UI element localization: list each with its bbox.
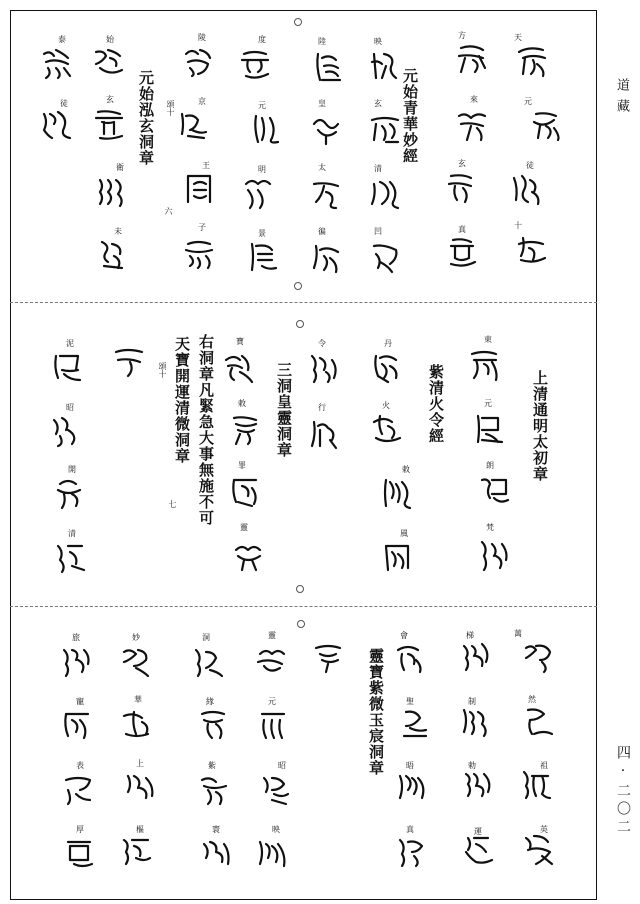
gloss: 洞 <box>202 633 210 642</box>
talisman-glyph <box>92 108 126 142</box>
gloss: 昭 <box>66 403 74 412</box>
gloss: 厚 <box>76 825 84 834</box>
talisman-glyph <box>445 170 479 204</box>
gloss: 英 <box>540 825 548 834</box>
talisman-glyph <box>260 772 294 806</box>
chant-marker: 頌十 <box>166 100 175 116</box>
talisman-glyph <box>455 42 489 76</box>
chant-marker: 六 <box>164 207 173 215</box>
scripture-title: 紫清火令經 <box>427 364 445 444</box>
talisman-glyph <box>370 412 404 446</box>
talisman-glyph <box>54 476 88 510</box>
talisman-glyph <box>308 352 342 386</box>
gloss: 敕 <box>238 399 246 408</box>
gloss: 度 <box>258 35 266 44</box>
talisman-glyph <box>176 108 210 142</box>
gloss: 太 <box>318 163 326 172</box>
talisman-glyph <box>228 412 262 446</box>
talisman-glyph <box>112 344 146 378</box>
gloss: 風 <box>400 529 408 538</box>
gloss: 未 <box>114 227 122 236</box>
talisman-glyph <box>250 112 284 146</box>
gloss: 晤 <box>406 761 414 770</box>
talisman-glyph <box>455 108 489 142</box>
talisman-glyph <box>60 708 94 742</box>
scripture-title: 上清通明太初章 <box>531 370 549 482</box>
gloss: 妙 <box>132 633 140 642</box>
gloss: 丹 <box>384 339 392 348</box>
scripture-title: 三洞皇靈洞章 <box>275 362 293 458</box>
talisman-glyph <box>460 640 494 674</box>
gloss: 昭 <box>278 761 286 770</box>
gloss: 映 <box>272 825 280 834</box>
gloss: 梯 <box>466 631 474 640</box>
gloss: 天 <box>514 33 522 42</box>
gloss: 寶 <box>236 337 244 346</box>
gloss: 皇 <box>318 99 326 108</box>
talisman-glyph <box>238 48 272 82</box>
binding-hole-icon <box>294 282 302 290</box>
page-number: 四·二〇二 <box>615 745 631 837</box>
gloss: 勅 <box>468 761 476 770</box>
scripture-title: 右洞章凡緊急大事無施不可 <box>197 334 215 526</box>
gloss: 寵 <box>76 697 84 706</box>
binding-hole-icon <box>296 320 304 328</box>
talisman-glyph <box>60 644 94 678</box>
gloss: 景 <box>258 229 266 238</box>
gloss: 紫 <box>208 761 216 770</box>
gloss: 運 <box>474 827 482 836</box>
gloss: 表 <box>76 761 84 770</box>
talisman-glyph <box>310 112 344 146</box>
talisman-glyph <box>196 708 230 742</box>
talisman-glyph <box>92 46 126 80</box>
gloss: 靈 <box>268 631 276 640</box>
gloss: 聖 <box>406 697 414 706</box>
gloss: 行 <box>318 403 326 412</box>
talisman-glyph <box>368 176 402 210</box>
gloss: 映 <box>374 37 382 46</box>
binding-hole-icon <box>297 620 305 628</box>
gloss: 旅 <box>72 633 80 642</box>
running-head: 道藏 <box>614 78 629 120</box>
talisman-glyph <box>40 46 74 80</box>
gloss: 會 <box>400 631 408 640</box>
gloss: 萬 <box>514 629 522 638</box>
gloss: 緣 <box>206 697 214 706</box>
talisman-glyph <box>368 240 402 274</box>
talisman-glyph <box>398 706 432 740</box>
gloss: 陵 <box>198 33 206 42</box>
talisman-glyph <box>40 108 74 142</box>
talisman-glyph <box>198 772 232 806</box>
gloss: 子 <box>198 223 206 232</box>
talisman-glyph <box>254 644 288 678</box>
gloss: 敕 <box>402 465 410 474</box>
gloss: 元 <box>268 697 276 706</box>
talisman-glyph <box>182 172 216 206</box>
gloss: 泥 <box>66 339 74 348</box>
talisman-glyph <box>54 540 88 574</box>
gloss: 凹 <box>374 227 382 236</box>
gloss: 梵 <box>486 523 494 532</box>
gloss: 元 <box>258 101 266 110</box>
gloss: 方 <box>458 31 466 40</box>
talisman-glyph <box>368 48 402 82</box>
talisman-glyph <box>368 112 402 146</box>
band-divider-bottom <box>10 606 597 607</box>
talisman-glyph <box>380 476 414 510</box>
talisman-glyph <box>472 412 506 446</box>
gloss: 陸 <box>318 37 326 46</box>
talisman-glyph <box>530 108 564 142</box>
talisman-glyph <box>460 704 494 738</box>
gloss: 泰 <box>58 35 66 44</box>
talisman-glyph <box>310 240 344 274</box>
talisman-glyph <box>312 640 346 674</box>
gloss: 元 <box>524 97 532 106</box>
gloss: 始 <box>106 35 114 44</box>
gloss: 東 <box>484 335 492 344</box>
gloss: 清 <box>374 164 382 173</box>
talisman-glyph <box>182 236 216 270</box>
gloss: 然 <box>528 695 536 704</box>
gloss: 真 <box>406 825 414 834</box>
talisman-glyph <box>256 836 290 870</box>
talisman-glyph <box>120 644 154 678</box>
talisman-glyph <box>232 538 266 572</box>
gloss: 衛 <box>116 163 124 172</box>
gloss: 玄 <box>106 95 114 104</box>
gloss: 徒 <box>526 161 534 170</box>
talisman-glyph <box>120 706 154 740</box>
gloss: 元 <box>484 399 492 408</box>
gloss: 制 <box>468 697 476 706</box>
talisman-glyph <box>256 708 290 742</box>
talisman-glyph <box>394 640 428 674</box>
page-frame <box>10 10 597 900</box>
talisman-glyph <box>62 836 96 870</box>
talisman-glyph <box>468 348 502 382</box>
talisman-glyph <box>310 176 344 210</box>
gloss: 華 <box>134 695 142 704</box>
talisman-glyph <box>510 172 544 206</box>
talisman-glyph <box>200 836 234 870</box>
talisman-glyph <box>370 350 404 384</box>
talisman-glyph <box>520 768 554 802</box>
gloss: 祖 <box>540 761 548 770</box>
gloss: 真 <box>458 225 466 234</box>
talisman-glyph <box>522 704 556 738</box>
gloss: 上 <box>136 759 144 768</box>
binding-hole-icon <box>296 585 304 593</box>
gloss: 罪 <box>238 461 246 470</box>
talisman-glyph <box>62 772 96 806</box>
talisman-glyph <box>310 50 344 84</box>
gloss: 來 <box>470 95 478 104</box>
talisman-glyph <box>522 640 556 674</box>
binding-hole-icon <box>294 18 302 26</box>
talisman-glyph <box>192 644 226 678</box>
talisman-glyph <box>240 176 274 210</box>
gloss: 令 <box>318 339 326 348</box>
gloss: 開 <box>68 465 76 474</box>
gloss: 京 <box>198 97 206 106</box>
gloss: 徒 <box>60 99 68 108</box>
scripture-title: 元始青華妙經 <box>401 68 419 164</box>
talisman-glyph <box>445 236 479 270</box>
gloss: 玄 <box>374 99 382 108</box>
band-divider-top <box>10 302 597 303</box>
scripture-title: 天寶開運清微洞章 <box>173 336 191 464</box>
talisman-glyph <box>228 474 262 508</box>
talisman-glyph <box>380 540 414 574</box>
gloss: 清 <box>68 529 76 538</box>
talisman-glyph <box>522 832 556 866</box>
talisman-glyph <box>50 414 84 448</box>
scripture-title: 靈寶紫微玉宸洞章 <box>367 648 385 776</box>
gloss: 明 <box>258 165 266 174</box>
gloss: 十 <box>514 221 522 230</box>
gloss: 朗 <box>486 461 494 470</box>
talisman-glyph <box>462 768 496 802</box>
talisman-glyph <box>124 770 158 804</box>
chant-marker: 七 <box>168 500 177 508</box>
gloss: 靈 <box>240 523 248 532</box>
talisman-glyph <box>120 834 154 868</box>
talisman-glyph <box>222 350 256 384</box>
talisman-glyph <box>96 174 130 208</box>
talisman-glyph <box>396 834 430 868</box>
talisman-glyph <box>246 240 280 274</box>
gloss: 王 <box>202 161 210 170</box>
talisman-glyph <box>462 832 496 866</box>
gloss: 寰 <box>212 825 220 834</box>
talisman-glyph <box>515 234 549 268</box>
gloss: 樞 <box>136 825 144 834</box>
talisman-glyph <box>308 416 342 450</box>
chant-marker: 頌十 <box>158 362 167 378</box>
talisman-glyph <box>478 474 512 508</box>
talisman-glyph <box>182 44 216 78</box>
gloss: 火 <box>382 401 390 410</box>
gloss: 徧 <box>318 227 326 236</box>
talisman-glyph <box>396 770 430 804</box>
scripture-title: 元始泓玄洞章 <box>137 70 155 166</box>
talisman-glyph <box>96 238 130 272</box>
talisman-glyph <box>50 350 84 384</box>
gloss: 玄 <box>458 159 466 168</box>
talisman-glyph <box>515 44 549 78</box>
talisman-glyph <box>478 538 512 572</box>
